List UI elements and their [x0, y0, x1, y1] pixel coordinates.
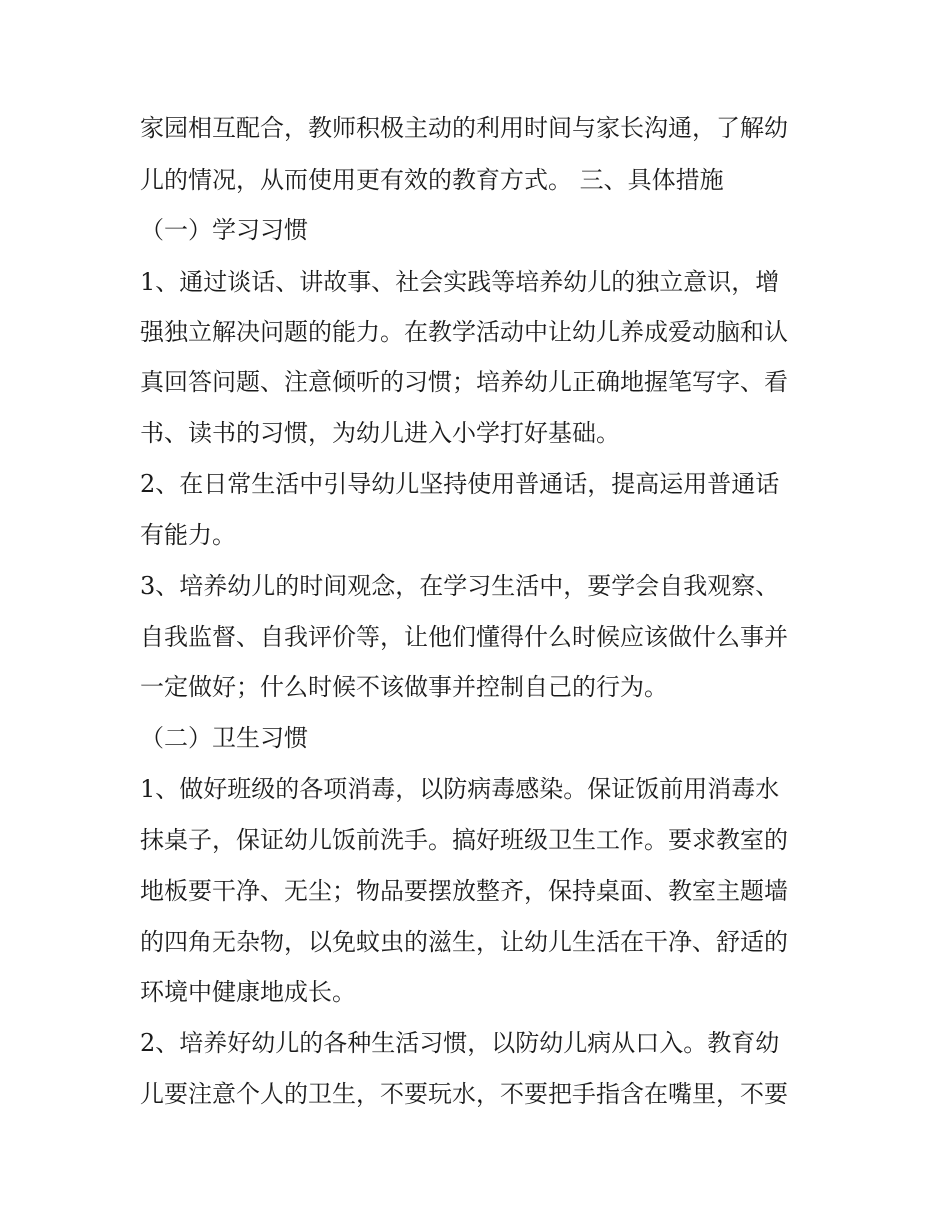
paragraph-line-17: 的四角无杂物，以免蚊虫的滋生，让幼儿生活在干净、舒适的: [140, 928, 788, 956]
paragraph-line-19: 2、培养好幼儿的各种生活习惯，以防幼儿病从口入。教育幼: [140, 1029, 780, 1057]
paragraph-line-16: 地板要干净、无尘；物品要摆放整齐，保持桌面、教室主题墙: [140, 877, 788, 905]
paragraph-line-10: 3、培养幼儿的时间观念，在学习生活中，要学会自我观察、: [140, 572, 780, 600]
paragraph-line-9: 有能力。: [140, 521, 236, 549]
paragraph-line-12: 一定做好；什么时候不该做事并控制自己的行为。: [140, 673, 668, 701]
paragraph-line-6: 真回答问题、注意倾听的习惯；培养幼儿正确地握笔写字、看: [140, 368, 788, 396]
paragraph-line-20: 儿要注意个人的卫生，不要玩水，不要把手指含在嘴里，不要: [140, 1080, 788, 1108]
section-heading-hygiene-habits: （二）卫生习惯: [140, 724, 308, 752]
paragraph-line-18: 环境中健康地成长。: [140, 978, 356, 1006]
paragraph-line-11: 自我监督、自我评价等，让他们懂得什么时候应该做什么事并: [140, 623, 788, 651]
paragraph-line-8: 2、在日常生活中引导幼儿坚持使用普通话，提高运用普通话: [140, 470, 780, 498]
section-heading-study-habits: （一）学习习惯: [140, 216, 308, 244]
paragraph-line-4: 1、通过谈话、讲故事、社会实践等培养幼儿的独立意识，增: [140, 268, 780, 296]
paragraph-line-2: 儿的情况，从而使用更有效的教育方式。 三、具体措施: [140, 166, 724, 194]
paragraph-line-7: 书、读书的习惯，为幼儿进入小学打好基础。: [140, 419, 620, 447]
paragraph-line-5: 强独立解决问题的能力。在教学活动中让幼儿养成爱动脑和认: [140, 318, 788, 346]
paragraph-line-14: 1、做好班级的各项消毒，以防病毒感染。保证饭前用消毒水: [140, 775, 780, 803]
paragraph-line-1: 家园相互配合，教师积极主动的利用时间与家长沟通，了解幼: [140, 114, 788, 142]
paragraph-line-15: 抹桌子，保证幼儿饭前洗手。搞好班级卫生工作。要求教室的: [140, 826, 788, 854]
